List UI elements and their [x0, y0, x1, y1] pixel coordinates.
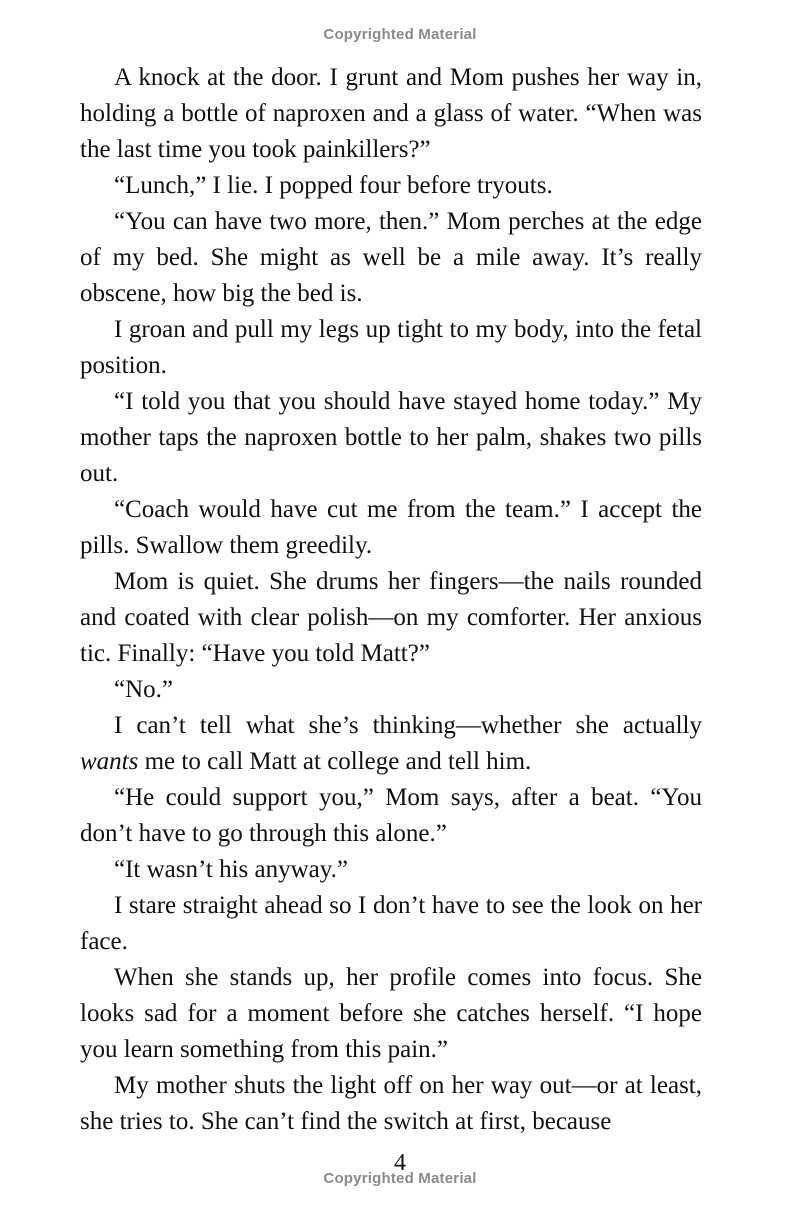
- paragraph-12: I stare straight ahead so I don’t have to see the look on her face.: [80, 892, 702, 955]
- paragraph-9: [80, 708, 702, 780]
- paragraph-9-emphasis: wants: [80, 748, 139, 775]
- paragraph-13: When she stands up, her profile comes into focus. She looks sad for a moment before she catches herself. “I hope you learn something from this pain.”: [80, 964, 702, 1063]
- paragraph-3: “You can have two more, then.” Mom perches at the edge of my bed. She might as well be a mile away. It’s really obscene, how big the bed is.: [80, 208, 702, 307]
- paragraph-8: “No.”: [114, 676, 173, 703]
- paragraph-5: “I told you that you should have stayed home today.” My mother taps the naproxen bottle to her palm, shakes two pills out.: [80, 388, 702, 487]
- paragraph-4: I groan and pull my legs up tight to my body, into the fetal position.: [80, 316, 702, 379]
- paragraph-2: “Lunch,” I lie. I popped four before tryouts.: [114, 172, 553, 199]
- paragraph-7: Mom is quiet. She drums her fingers—the nails rounded and coated with clear polish—on my comforter. Her anxious tic. Finally: “Have you told Matt?”: [80, 568, 702, 667]
- page-body: [80, 60, 702, 1140]
- watermark-bottom: Copyrighted Material: [323, 1170, 477, 1187]
- paragraph-10: “He could support you,” Mom says, after a beat. “You don’t have to go through this alone.”: [80, 784, 702, 847]
- paragraph-14: My mother shuts the light off on her way out—or at least, she tries to. She can’t find the switch at first, because: [80, 1072, 702, 1135]
- page-number: 4: [394, 1150, 406, 1176]
- paragraph-6: “Coach would have cut me from the team.” I accept the pills. Swallow them greedily.: [80, 496, 702, 559]
- paragraph-1: A knock at the door. I grunt and Mom pushes her way in, holding a bottle of naproxen and a glass of water. “When was the last time you took painkillers?”: [80, 64, 702, 163]
- paragraph-11: “It wasn’t his anyway.”: [114, 856, 348, 883]
- paragraph-9-before: I can’t tell what she’s thinking—whether she actually: [114, 712, 702, 739]
- paragraph-9-after: me to call Matt at college and tell him.: [138, 748, 532, 775]
- watermark-top: Copyrighted Material: [323, 26, 477, 43]
